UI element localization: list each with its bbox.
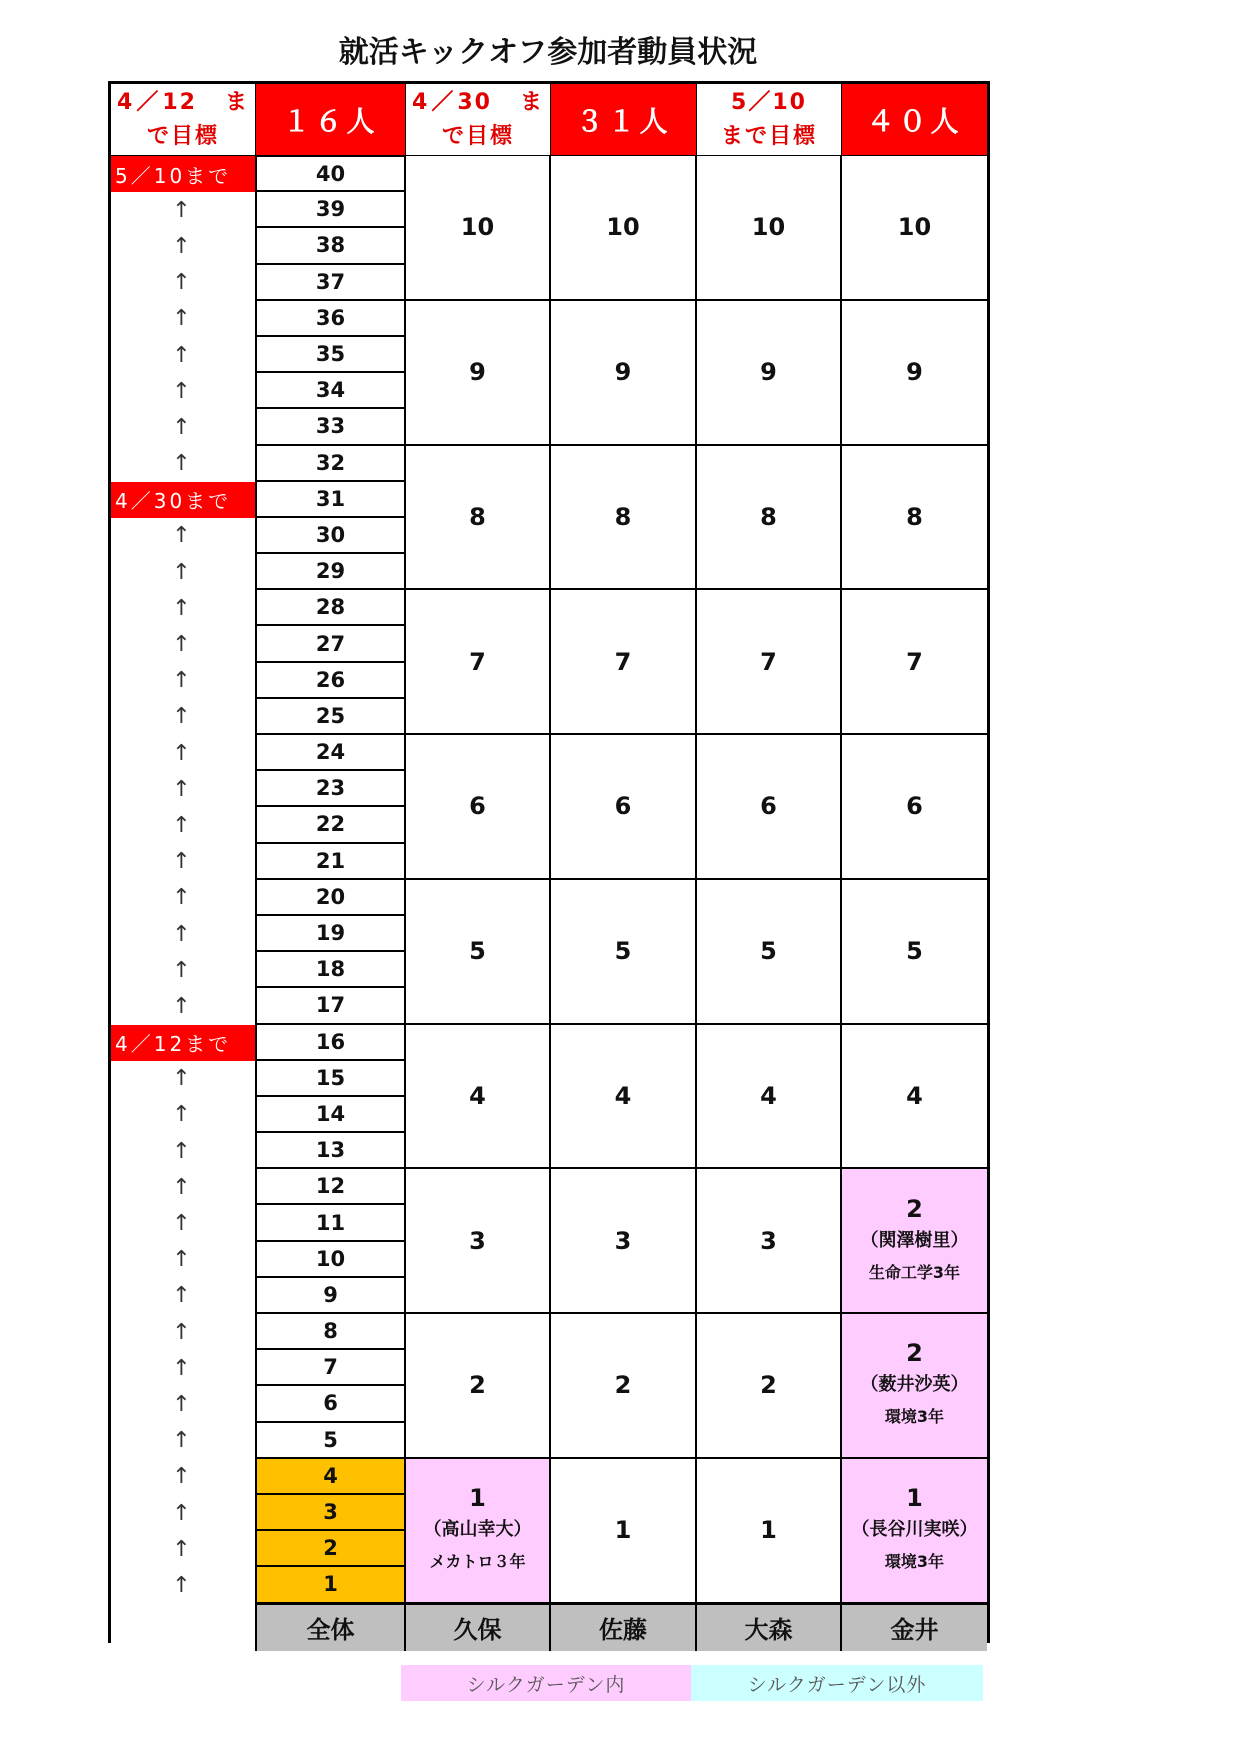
up-arrow-icon: ↑ [111,626,256,662]
up-arrow-icon: ↑ [111,192,256,228]
up-arrow-icon: ↑ [111,590,256,626]
up-arrow-icon: ↑ [111,771,256,807]
sato-block-6: 6 [551,735,697,880]
count-cell: 18 [256,952,406,988]
omori-block-10: 10 [697,156,842,301]
participant-dept: 生命工学3年 [868,1262,961,1282]
legend-inside: シルクガーデン内 [401,1665,691,1701]
up-arrow-icon: ↑ [111,1567,256,1603]
omori-block-4: 4 [697,1025,842,1170]
goal-2-count: ３１人 [551,84,697,156]
up-arrow-icon: ↑ [111,1133,256,1169]
count-cell: 15 [256,1061,406,1097]
goal-1-count: １６人 [256,84,406,156]
count-cell: 23 [256,771,406,807]
goal-3-label-line1: 5／10 [731,89,807,115]
goal-2-label [406,84,551,156]
count-cell: 40 [256,156,406,192]
count-cell: 28 [256,590,406,626]
omori-block-1: 1 [697,1459,842,1604]
omori-block-6: 6 [697,735,842,880]
goal-3-label [697,84,842,156]
milestone-label: 4／12まで [111,1025,256,1061]
up-arrow-icon: ↑ [111,554,256,590]
up-arrow-icon: ↑ [111,1169,256,1205]
kanai-block-6: 6 [842,735,987,880]
count-cell: 39 [256,192,406,228]
sato-block-4: 4 [551,1025,697,1170]
kubo-block-2: 2 [406,1314,551,1459]
count-cell: 38 [256,228,406,264]
count-cell: 13 [256,1133,406,1169]
up-arrow-icon: ↑ [111,1242,256,1278]
count-cell: 8 [256,1314,406,1350]
column-name-kanai: 金井 [842,1604,987,1651]
count-cell: 4 [256,1459,406,1495]
up-arrow-icon: ↑ [111,446,256,482]
count-cell: 2 [256,1531,406,1567]
sato-block-8: 8 [551,446,697,591]
goal-1-label-line1: 4／12 ま [117,89,249,115]
mobilization-table [108,81,990,1643]
sato-block-2: 2 [551,1314,697,1459]
sato-block-1: 1 [551,1459,697,1604]
count-cell: 16 [256,1025,406,1061]
footer-blank [111,1604,256,1651]
legend-outside: シルクガーデン以外 [691,1665,983,1701]
kubo-block-6: 6 [406,735,551,880]
kubo-block-8: 8 [406,446,551,591]
count-cell: 33 [256,409,406,445]
up-arrow-icon: ↑ [111,699,256,735]
block-value: 1 [906,1484,923,1513]
milestone-label: 4／30まで [111,482,256,518]
sato-block-5: 5 [551,880,697,1025]
count-cell: 12 [256,1169,406,1205]
sato-block-9: 9 [551,301,697,446]
kanai-block-8: 8 [842,446,987,591]
participant-dept: 環境3年 [884,1407,945,1427]
up-arrow-icon: ↑ [111,409,256,445]
count-cell: 10 [256,1242,406,1278]
kanai-block-9: 9 [842,301,987,446]
up-arrow-icon: ↑ [111,301,256,337]
participant-name: （薮井沙英） [860,1374,969,1396]
up-arrow-icon: ↑ [111,1278,256,1314]
omori-block-8: 8 [697,446,842,591]
count-cell: 22 [256,807,406,843]
column-name-omori: 大森 [697,1604,842,1651]
goal-1-label [111,84,256,156]
up-arrow-icon: ↑ [111,988,256,1024]
up-arrow-icon: ↑ [111,373,256,409]
participant-name: （高山幸大） [423,1519,532,1541]
block-value: 1 [469,1484,486,1513]
count-cell: 34 [256,373,406,409]
up-arrow-icon: ↑ [111,663,256,699]
kubo-block-9: 9 [406,301,551,446]
up-arrow-icon: ↑ [111,735,256,771]
block-value: 2 [906,1194,923,1223]
kubo-block-1 [406,1459,551,1604]
count-cell: 25 [256,699,406,735]
participant-name: （長谷川実咲） [851,1519,978,1541]
up-arrow-icon: ↑ [111,880,256,916]
kanai-block-10: 10 [842,156,987,301]
up-arrow-icon: ↑ [111,337,256,373]
count-cell: 24 [256,735,406,771]
up-arrow-icon: ↑ [111,1097,256,1133]
count-cell: 17 [256,988,406,1024]
omori-block-2: 2 [697,1314,842,1459]
up-arrow-icon: ↑ [111,844,256,880]
up-arrow-icon: ↑ [111,1314,256,1350]
count-cell: 11 [256,1205,406,1241]
count-cell: 21 [256,844,406,880]
up-arrow-icon: ↑ [111,1205,256,1241]
omori-block-3: 3 [697,1169,842,1314]
kubo-block-4: 4 [406,1025,551,1170]
kubo-block-3: 3 [406,1169,551,1314]
kubo-block-5: 5 [406,880,551,1025]
count-cell: 26 [256,663,406,699]
omori-block-5: 5 [697,880,842,1025]
up-arrow-icon: ↑ [111,518,256,554]
up-arrow-icon: ↑ [111,1386,256,1422]
kanai-block-3 [842,1169,987,1314]
kanai-block-7: 7 [842,590,987,735]
participant-dept: メカトロ３年 [429,1552,526,1572]
count-cell: 7 [256,1350,406,1386]
kanai-block-2 [842,1314,987,1459]
count-cell: 6 [256,1386,406,1422]
page-title: 就活キックオフ参加者動員状況 [338,35,758,70]
count-cell: 5 [256,1423,406,1459]
kubo-block-7: 7 [406,590,551,735]
kanai-block-4: 4 [842,1025,987,1170]
sato-block-7: 7 [551,590,697,735]
count-cell: 31 [256,482,406,518]
kubo-block-10: 10 [406,156,551,301]
up-arrow-icon: ↑ [111,807,256,843]
goal-2-label-line1: 4／30 ま [412,89,544,115]
up-arrow-icon: ↑ [111,265,256,301]
count-cell: 37 [256,265,406,301]
up-arrow-icon: ↑ [111,1061,256,1097]
kanai-block-5: 5 [842,880,987,1025]
count-cell: 30 [256,518,406,554]
omori-block-7: 7 [697,590,842,735]
count-cell: 3 [256,1495,406,1531]
up-arrow-icon: ↑ [111,952,256,988]
kanai-block-1 [842,1459,987,1604]
goal-1-label-line2: で目標 [146,123,219,149]
count-cell: 29 [256,554,406,590]
count-cell: 19 [256,916,406,952]
count-cell: 20 [256,880,406,916]
goal-3-label-line2: まで目標 [720,123,817,149]
milestone-label: 5／10まで [111,156,256,192]
goal-3-count: ４０人 [842,84,987,156]
up-arrow-icon: ↑ [111,1459,256,1495]
count-cell: 35 [256,337,406,373]
column-name-sato: 佐藤 [551,1604,697,1651]
count-cell: 14 [256,1097,406,1133]
up-arrow-icon: ↑ [111,1495,256,1531]
column-name-total: 全体 [256,1604,406,1651]
up-arrow-icon: ↑ [111,916,256,952]
sato-block-10: 10 [551,156,697,301]
up-arrow-icon: ↑ [111,228,256,264]
goal-2-label-line2: で目標 [441,123,514,149]
count-cell: 9 [256,1278,406,1314]
up-arrow-icon: ↑ [111,1350,256,1386]
count-cell: 36 [256,301,406,337]
sato-block-3: 3 [551,1169,697,1314]
up-arrow-icon: ↑ [111,1531,256,1567]
up-arrow-icon: ↑ [111,1423,256,1459]
count-cell: 27 [256,626,406,662]
count-cell: 32 [256,446,406,482]
participant-dept: 環境3年 [884,1552,945,1572]
block-value: 2 [906,1339,923,1368]
participant-name: （関澤樹里） [860,1229,969,1251]
column-name-kubo: 久保 [406,1604,551,1651]
count-cell: 1 [256,1567,406,1603]
omori-block-9: 9 [697,301,842,446]
